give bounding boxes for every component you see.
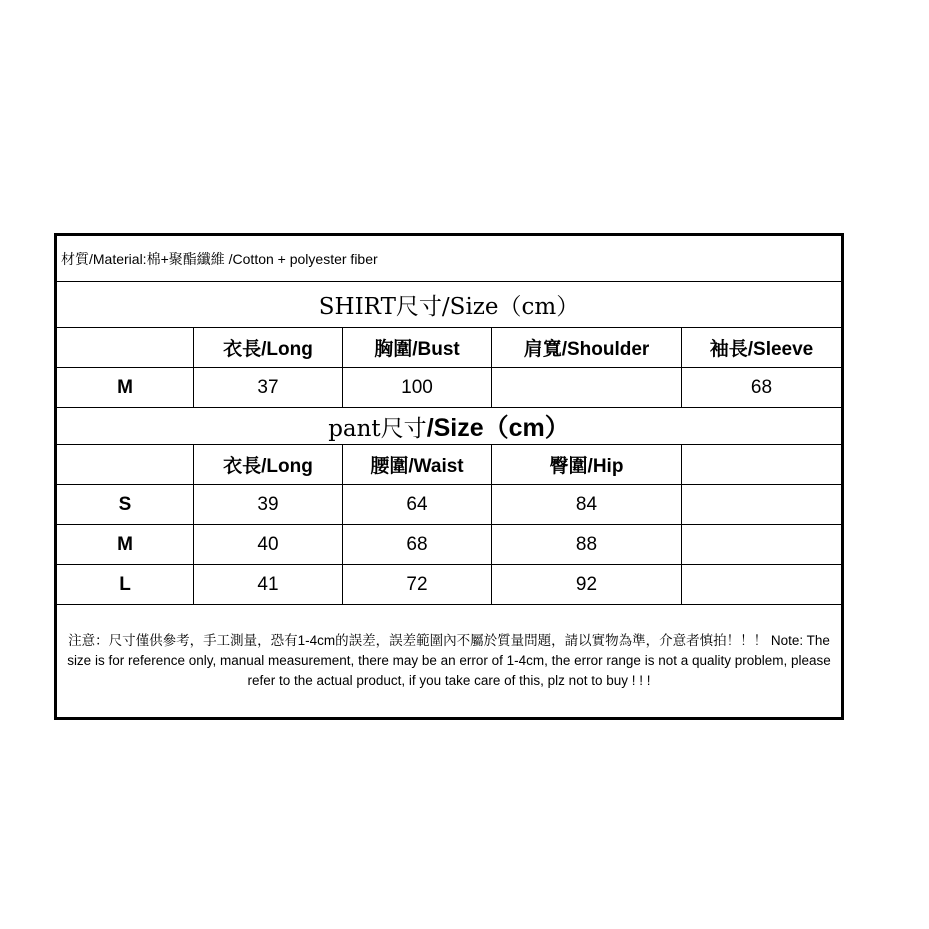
- pant-extra-value: [682, 565, 843, 605]
- pant-header-hip: 臀圍/Hip: [492, 445, 682, 485]
- pant-hip-value: 92: [492, 565, 682, 605]
- shirt-header-row: [56, 328, 843, 368]
- shirt-shoulder-value: [492, 368, 682, 408]
- pant-long-value: 39: [194, 485, 343, 525]
- shirt-header-long: 衣長/Long: [194, 328, 343, 368]
- pant-header-waist: 腰圍/Waist: [343, 445, 492, 485]
- pant-header-long: 衣長/Long: [194, 445, 343, 485]
- table-row: [56, 485, 843, 525]
- pant-size-title: [56, 408, 843, 445]
- table-row: [56, 565, 843, 605]
- shirt-header-bust: 胸圍/Bust: [343, 328, 492, 368]
- note-row: [56, 605, 843, 719]
- pant-size-label: S: [56, 485, 194, 525]
- pant-hip-value: 88: [492, 525, 682, 565]
- pant-size-label: L: [56, 565, 194, 605]
- shirt-header-shoulder: 肩寬/Shoulder: [492, 328, 682, 368]
- shirt-header-size: [56, 328, 194, 368]
- pant-waist-value: 68: [343, 525, 492, 565]
- material-text: 材質/Material:棉+聚酯纖維 /Cotton + polyester fiber: [56, 235, 843, 282]
- pant-size-label: M: [56, 525, 194, 565]
- pant-hip-value: 84: [492, 485, 682, 525]
- pant-long-value: 41: [194, 565, 343, 605]
- pant-long-value: 40: [194, 525, 343, 565]
- shirt-size-title: SHIRT尺寸/Size（cm）: [56, 282, 843, 328]
- pant-title-suffix: /Size（cm）: [426, 414, 570, 442]
- table-row: [56, 525, 843, 565]
- pant-waist-value: 72: [343, 565, 492, 605]
- shirt-long-value: 37: [194, 368, 343, 408]
- size-note: 注意：尺寸僅供參考，手工測量，恐有1-4cm的誤差，誤差範圍內不屬於質量問題，請以實物為準，介意者慎拍！！！ Note: The size is for reference only, manual measurement, there may be an error of 1-4cm, the error range is not a quality problem, please refer to the actual product, if you take care of this, plz not to buy ! ! !: [56, 605, 843, 719]
- pant-header-size: [56, 445, 194, 485]
- pant-title-prefix: pant尺寸: [328, 416, 427, 442]
- pant-header-row: [56, 445, 843, 485]
- material-row: [56, 235, 843, 282]
- shirt-sleeve-value: 68: [682, 368, 843, 408]
- pant-waist-value: 64: [343, 485, 492, 525]
- size-chart-table: [54, 233, 844, 720]
- pant-title-row: [56, 408, 843, 445]
- pant-extra-value: [682, 525, 843, 565]
- pant-header-extra: [682, 445, 843, 485]
- pant-extra-value: [682, 485, 843, 525]
- shirt-size-label: M: [56, 368, 194, 408]
- table-row: [56, 368, 843, 408]
- shirt-bust-value: 100: [343, 368, 492, 408]
- shirt-header-sleeve: 袖長/Sleeve: [682, 328, 843, 368]
- shirt-title-row: [56, 282, 843, 328]
